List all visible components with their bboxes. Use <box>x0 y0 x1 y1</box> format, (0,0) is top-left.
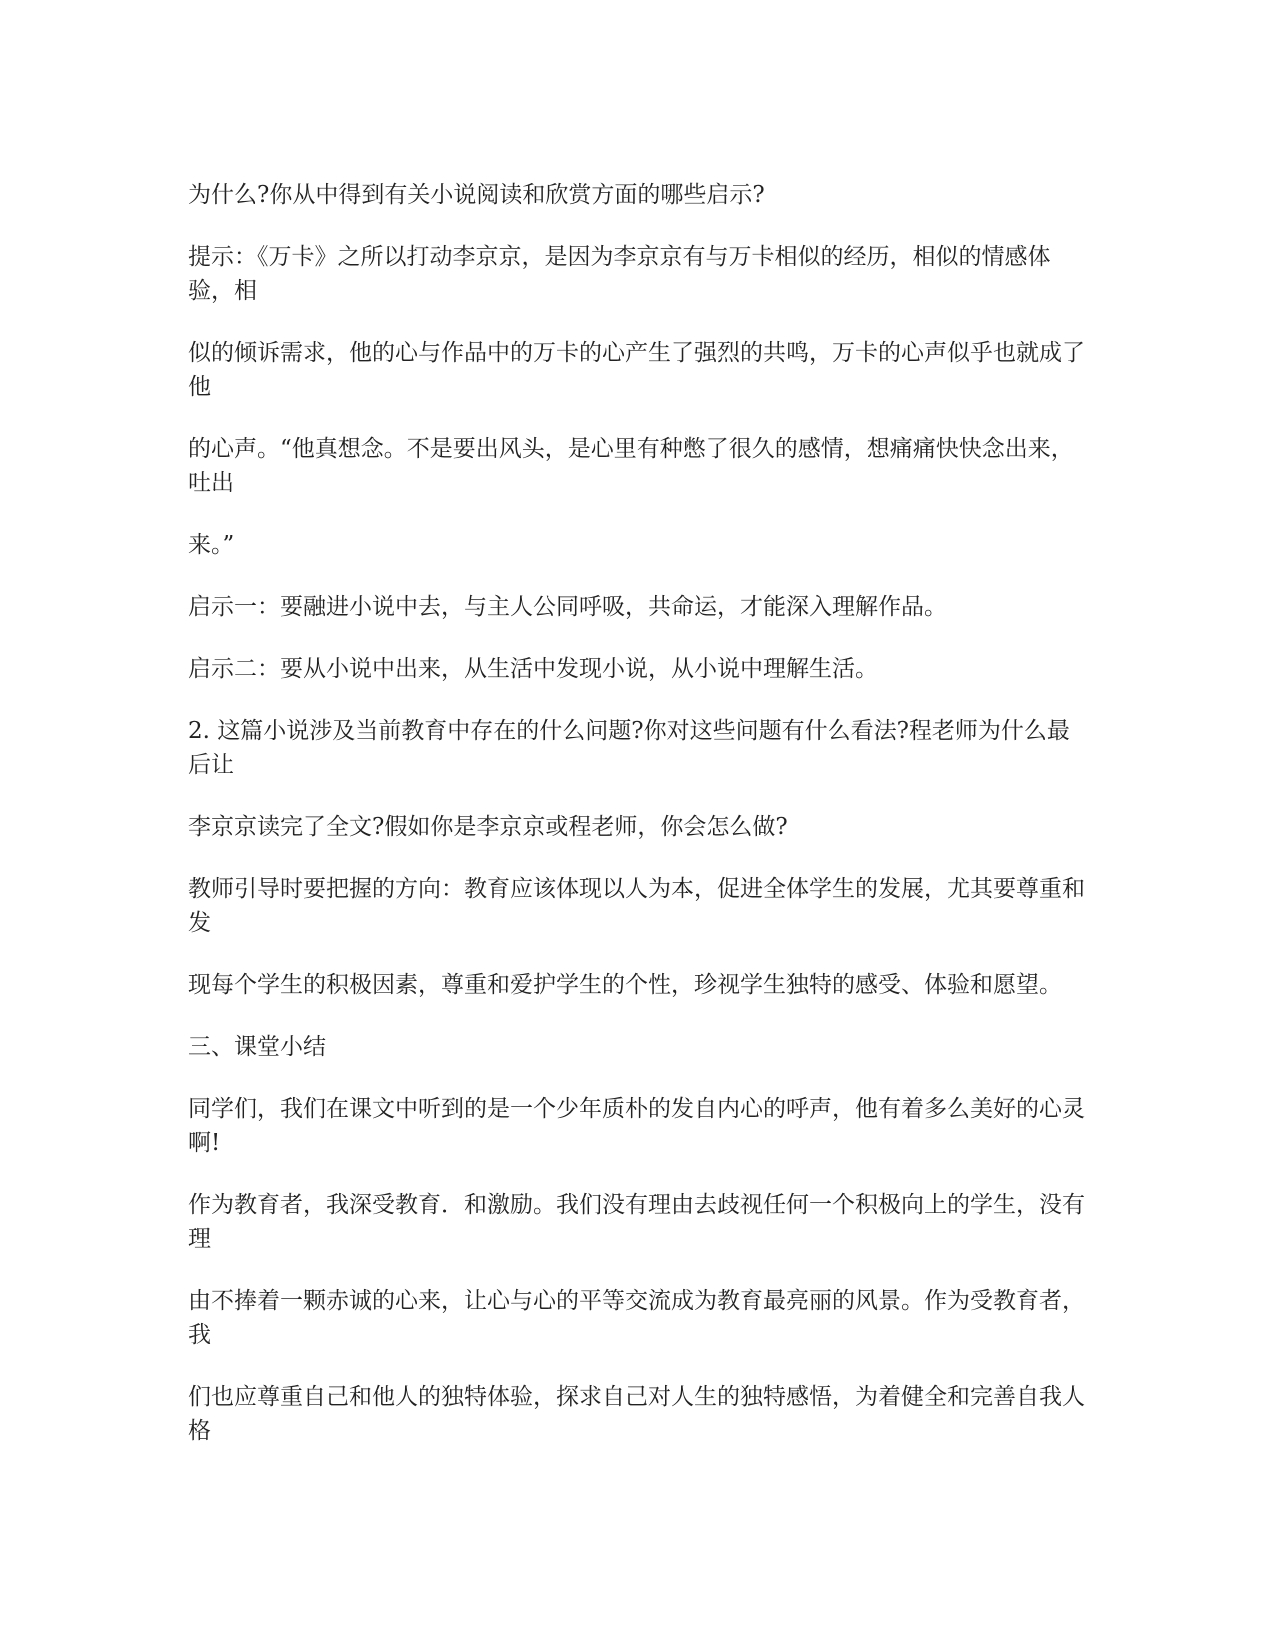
paragraph-6: 启示一：要融进小说中去，与主人公同呼吸，共命运，才能深入理解作品。 <box>188 594 947 620</box>
paragraph-10: 教师引导时要把握的方向：教育应该体现以人为本，促进全体学生的发展，尤其要尊重和发 <box>188 876 1085 936</box>
paragraph-11: 现每个学生的积极因素，尊重和爱护学生的个性，珍视学生独特的感受、体验和愿望。 <box>188 972 1062 998</box>
paragraph-7: 启示二：要从小说中出来，从生活中发现小说，从小说中理解生活。 <box>188 656 878 682</box>
paragraph-2: 提示：《万卡》之所以打动李京京，是因为李京京有与万卡相似的经历，相似的情感体验，相 <box>188 244 1051 304</box>
paragraph-3: 似的倾诉需求，他的心与作品中的万卡的心产生了强烈的共鸣，万卡的心声似乎也就成了他 <box>188 340 1085 400</box>
paragraph-16: 们也应尊重自己和他人的独特体验，探求自己对人生的独特感悟，为着健全和完善自我人格 <box>188 1384 1085 1444</box>
paragraph-14: 作为教育者，我深受教育．和激励。我们没有理由去歧视任何一个积极向上的学生，没有理 <box>188 1192 1085 1252</box>
document-body <box>188 178 1088 1476</box>
paragraph-13: 同学们，我们在课文中听到的是一个少年质朴的发自内心的呼声，他有着多么美好的心灵啊! <box>188 1096 1085 1156</box>
section-heading: 三、课堂小结 <box>188 1034 326 1060</box>
paragraph-15: 由不捧着一颗赤诚的心来，让心与心的平等交流成为教育最亮丽的风景。作为受教育者，我 <box>188 1288 1085 1348</box>
paragraph-4: 的心声。“他真想念。不是要出风头，是心里有种憋了很久的感情，想痛痛快快念出来，吐出 <box>188 436 1074 496</box>
paragraph-1: 为什么?你从中得到有关小说阅读和欣赏方面的哪些启示? <box>188 182 765 208</box>
paragraph-8: 2. 这篇小说涉及当前教育中存在的什么问题?你对这些问题有什么看法?程老师为什么最后让 <box>188 718 1070 778</box>
paragraph-9: 李京京读完了全文?假如你是李京京或程老师，你会怎么做? <box>188 814 788 840</box>
paragraph-5: 来。” <box>188 532 235 558</box>
